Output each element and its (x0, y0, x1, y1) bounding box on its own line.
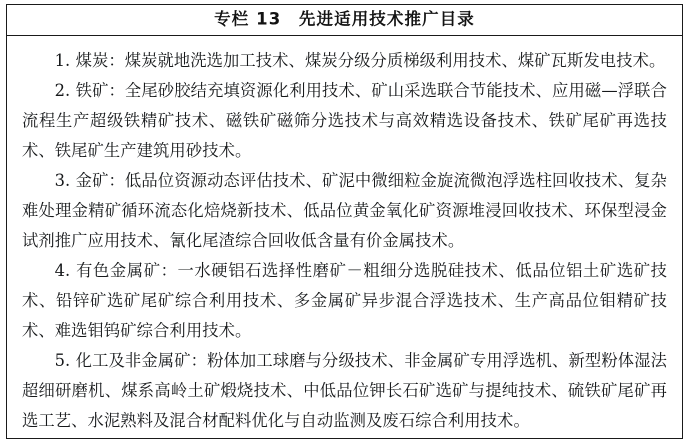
feature-box-title: 专栏 13 先进适用技术推广目录 (214, 9, 475, 29)
feature-box-table (6, 4, 683, 439)
list-item: 4. 有色金属矿：一水硬铝石选择性磨矿－粗细分选脱硅技术、低品位铝土矿选矿技术、铅锌矿选矿尾矿综合利用技术、多金属矿异步混合浮选技术、生产高品位钼精矿技术、难选钼钨矿综合利用技术。 (22, 261, 667, 340)
list-item: 5. 化工及非金属矿：粉体加工球磨与分级技术、非金属矿专用浮选机、新型粉体湿法超细研磨机、煤系高岭土矿煅烧技术、中低品位钾长石矿选矿与提纯技术、硫铁矿尾矿再选工艺、水泥熟料及混合材配料优化与自动监测及废石综合利用技术。 (22, 351, 667, 430)
feature-box-header (7, 5, 682, 36)
list-item: 2. 铁矿：全尾砂胶结充填资源化利用技术、矿山采选联合节能技术、应用磁—浮联合流程生产超级铁精矿技术、磁铁矿磁筛分选技术与高效精选设备技术、铁矿尾矿再选技术、铁尾矿生产建筑用砂技术。 (22, 81, 667, 160)
feature-box-body (7, 36, 682, 438)
list-item: 1. 煤炭：煤炭就地洗选加工技术、煤炭分级分质梯级利用技术、煤矿瓦斯发电技术。 (54, 51, 666, 70)
list-item: 3. 金矿：低品位资源动态评估技术、矿泥中微细粒金旋流微泡浮选柱回收技术、复杂难处理金精矿循环流态化焙烧新技术、低品位黄金氧化矿资源堆浸回收技术、环保型浸金试剂推广应用技术、氰化尾渣综合回收低含量有价金属技术。 (22, 171, 667, 250)
